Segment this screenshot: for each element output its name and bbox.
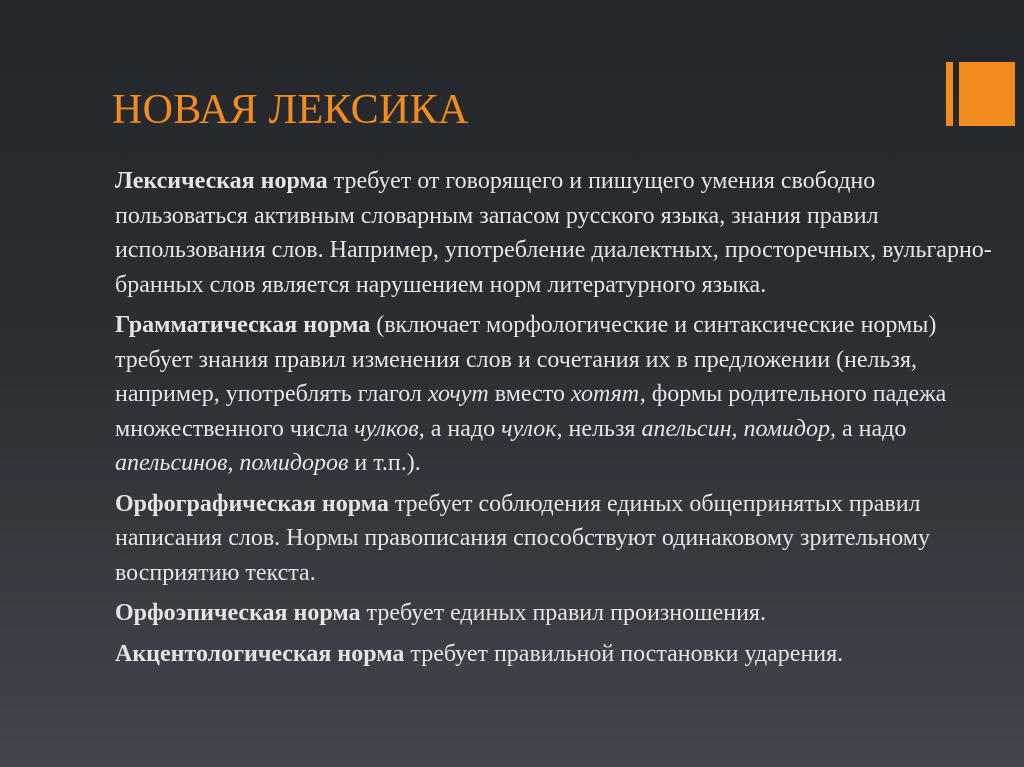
paragraph-orthographic-norm: [115, 487, 995, 591]
paragraph-text: формы родительного падежа множественного числа: [115, 381, 947, 442]
term-orthographic-norm: Орфографическая норма: [115, 490, 389, 517]
paragraph-text: вместо: [488, 381, 571, 407]
accent-bars: [946, 62, 1015, 126]
paragraph-text: нельзя: [562, 415, 642, 442]
paragraph-lexical-norm: [115, 164, 995, 302]
paragraph-text: (включает морфологические и синтаксические нормы) требует знания правил изменения слов и сочетания их в предложении (нельзя, например, употреблять глагол: [115, 312, 937, 407]
paragraph-text: требует правильной постановки ударения.: [404, 640, 844, 667]
paragraph-text: а надо: [836, 415, 907, 442]
accent-bar-thick: [959, 62, 1015, 126]
paragraph-text: , а надо: [418, 415, 502, 442]
example-word: хочут: [427, 381, 489, 407]
example-word: апельсинов, помидоров: [115, 450, 349, 476]
paragraph-text: требует единых правил произношения.: [360, 600, 766, 626]
example-word: чулок,: [501, 415, 563, 442]
slide-title: НОВАЯ ЛЕКСИКА: [112, 87, 469, 133]
paragraph-text: требует соблюдения единых общепринятых правил написания слов. Нормы правописания способствуют одинаковому зрительному восприятию текста.: [115, 490, 930, 586]
term-accentological-norm: Акцентологическая норма: [115, 640, 405, 667]
paragraph-grammatical-norm: [115, 308, 995, 481]
term-lexical-norm: Лексическая норма: [115, 168, 328, 194]
example-word: хотят,: [570, 381, 646, 407]
accent-bar-thin: [946, 62, 953, 126]
paragraph-text: требует от говорящего и пишущего умения свободно пользоваться активным словарным запасом русского языка, знания правил использования слов. Например, употребление диалектных, просторечных, вульгарно-бранных слов является нарушением норм литературного языка.: [115, 168, 992, 298]
term-orthoepic-norm: Орфоэпическая норма: [115, 600, 361, 626]
paragraph-orthoepic-norm: [115, 596, 995, 631]
paragraph-accentological-norm: [115, 637, 995, 672]
example-word: чулков: [354, 415, 419, 442]
term-grammatical-norm: Грамматическая норма: [115, 312, 371, 338]
slide-body: [115, 164, 995, 677]
example-word: апельсин, помидор,: [641, 415, 837, 442]
paragraph-text: и т.п.).: [348, 450, 421, 476]
